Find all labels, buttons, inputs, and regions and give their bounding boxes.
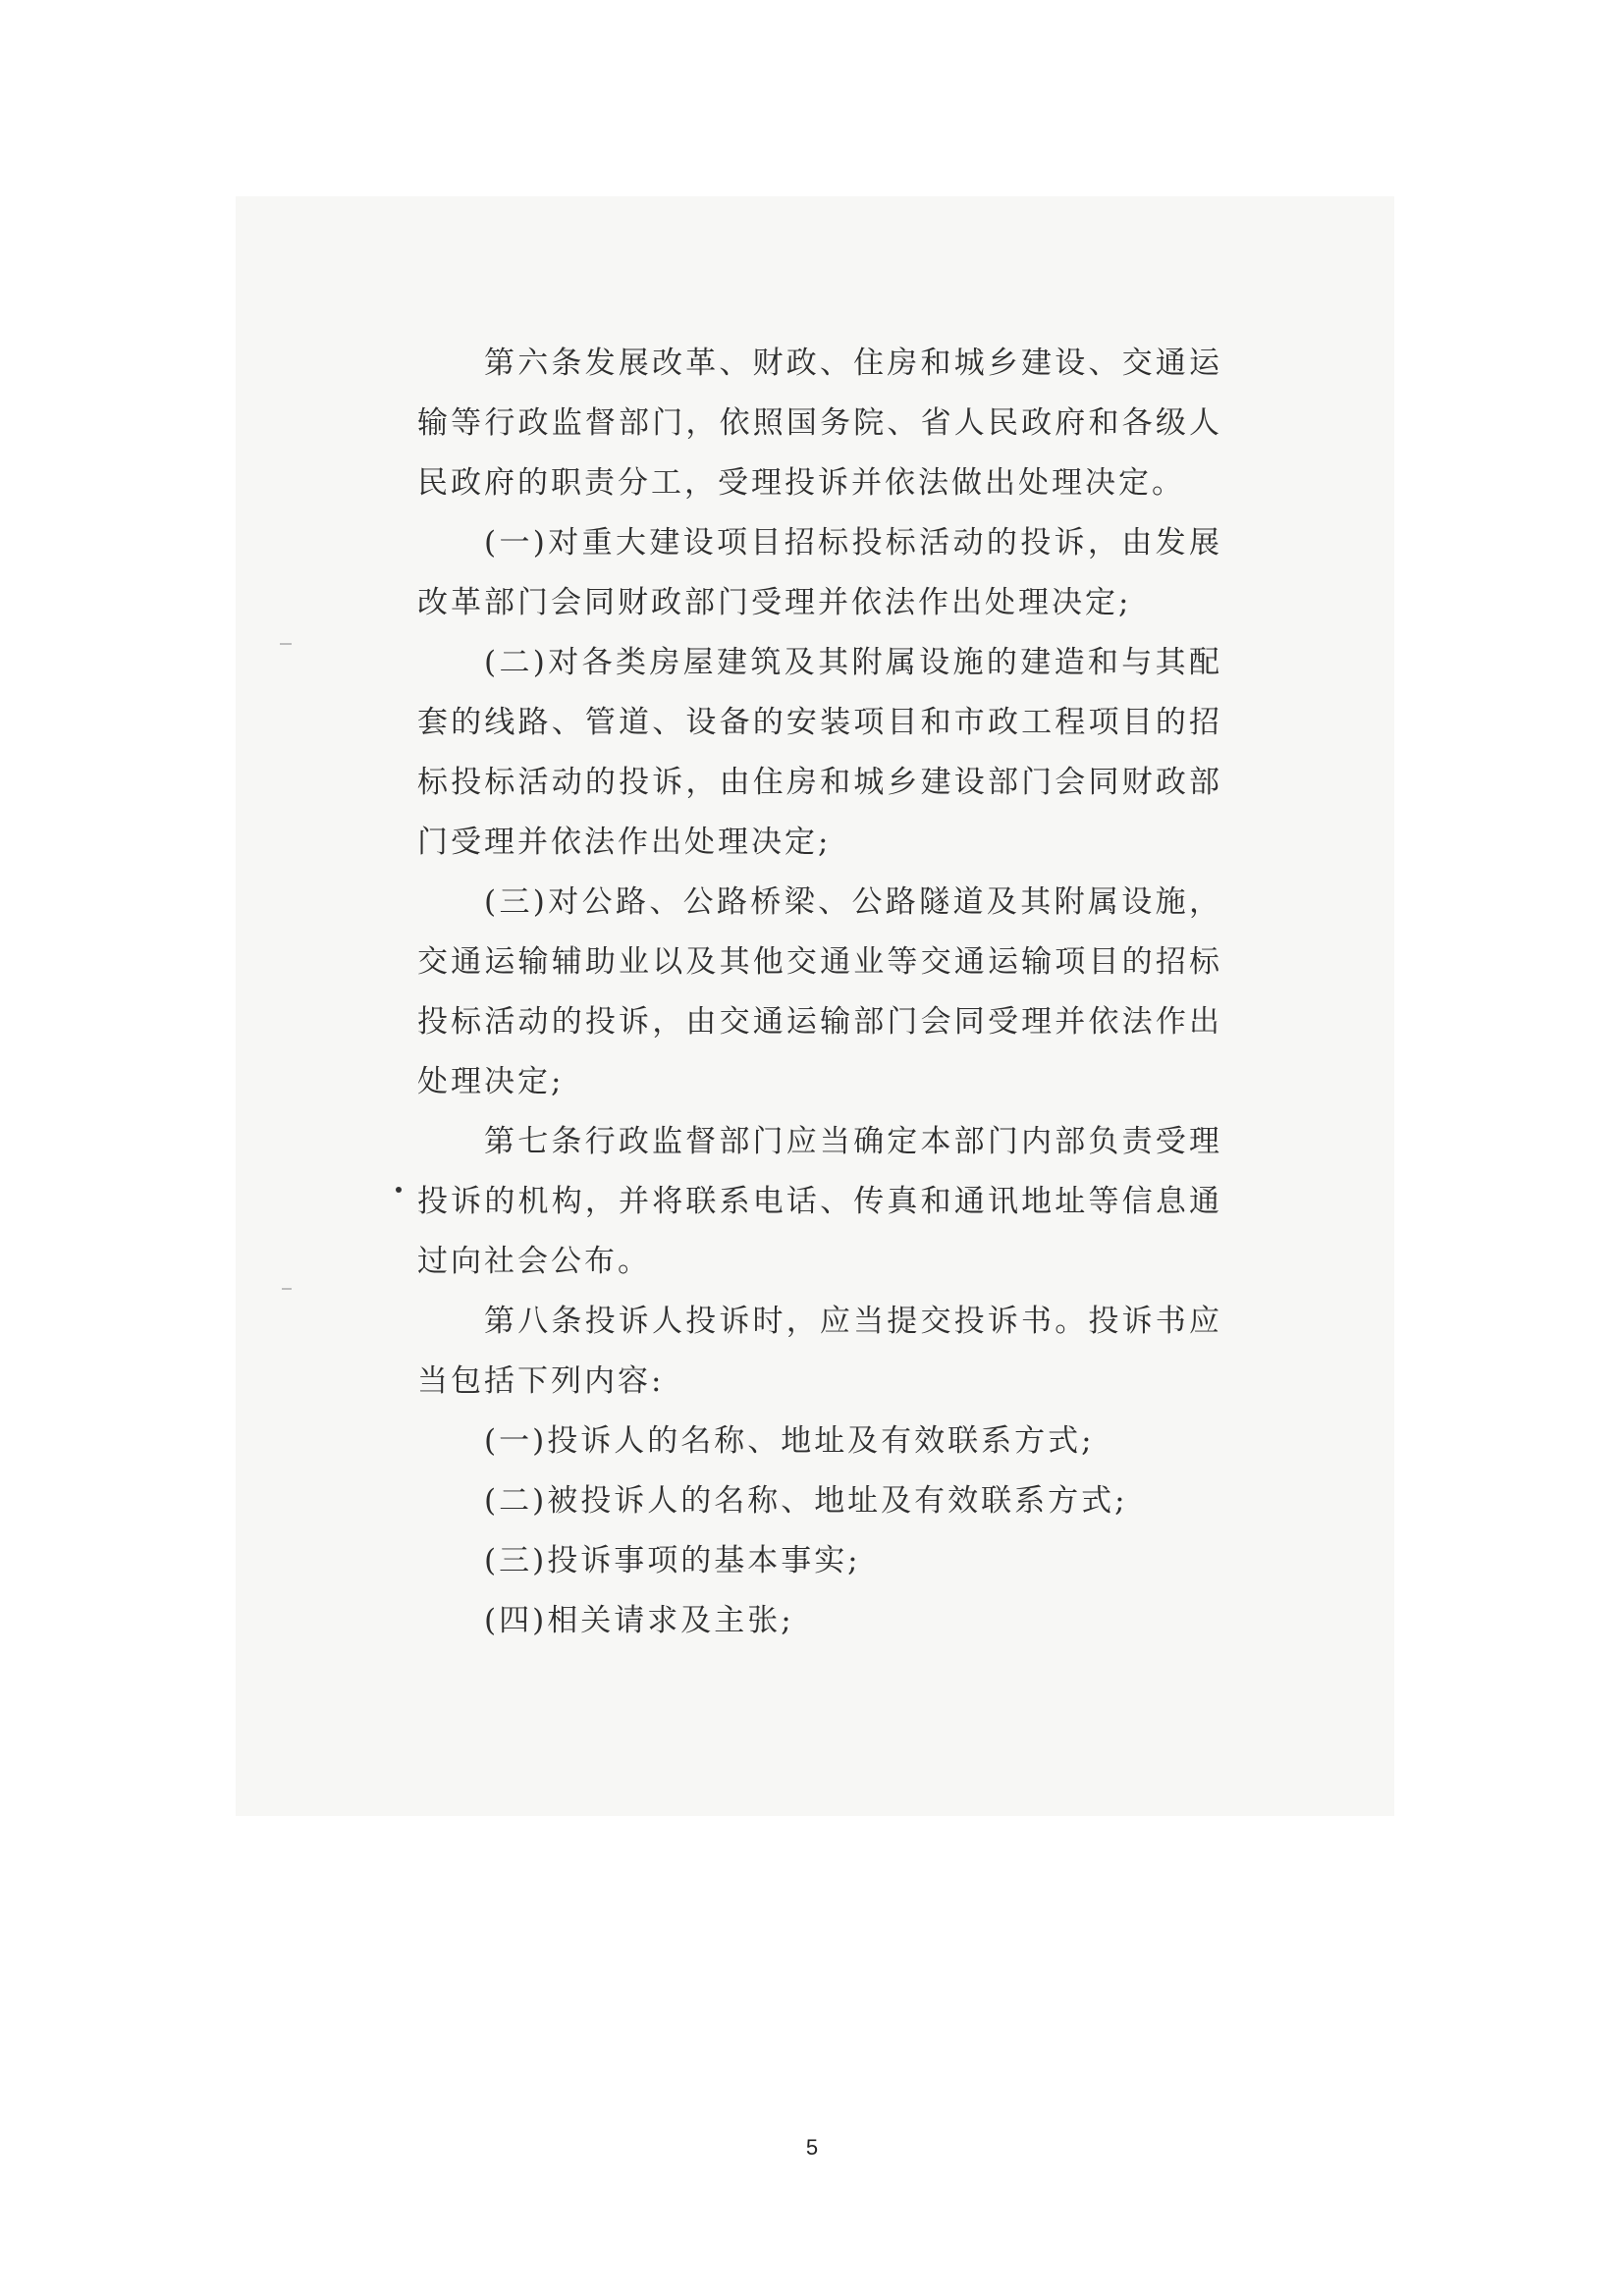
- page-number: 5: [805, 2135, 819, 2160]
- article-8-item-3: (三)投诉事项的基本事实;: [484, 1543, 861, 1578]
- scan-mark: [282, 1288, 292, 1290]
- article-8-item-4: (四)相关请求及主张;: [484, 1603, 794, 1638]
- article-6-item-1: (一)对重大建设项目招标投标活动的投诉，由发展改革部门会同财政部门受理并依法作出处理决定;: [417, 525, 1222, 620]
- article-6-paragraph: 第六条发展改革、财政、住房和城乡建设、交通运输等行政监督部门，依照国务院、省人民政府和各级人民政府的职责分工，受理投诉并依法做出处理决定。: [417, 346, 1222, 501]
- article-8-item-1: (一)投诉人的名称、地址及有效联系方式;: [484, 1423, 1095, 1459]
- article-6-item-3: (三)对公路、公路桥梁、公路隧道及其附属设施，交通运输辅助业以及其他交通业等交通运输项目的招标投标活动的投诉，由交通运输部门会同受理并依法作出处理决定;: [417, 884, 1222, 1099]
- scan-mark: [280, 643, 292, 645]
- article-6-item-2: (二)对各类房屋建筑及其附属设施的建造和与其配套的线路、管道、设备的安装项目和市政工程项目的招标投标活动的投诉，由住房和城乡建设部门会同财政部门受理并依法作出处理决定;: [417, 645, 1222, 860]
- article-7-paragraph: 第七条行政监督部门应当确定本部门内部负责受理投诉的机构，并将联系电话、传真和通讯地址等信息通过向社会公布。: [417, 1124, 1222, 1279]
- scan-speck: [396, 1187, 402, 1193]
- article-8-paragraph: 第八条投诉人投诉时，应当提交投诉书。投诉书应当包括下列内容:: [417, 1304, 1222, 1399]
- document-body: [417, 334, 1222, 1651]
- article-8-item-2: (二)被投诉人的名称、地址及有效联系方式;: [484, 1483, 1128, 1519]
